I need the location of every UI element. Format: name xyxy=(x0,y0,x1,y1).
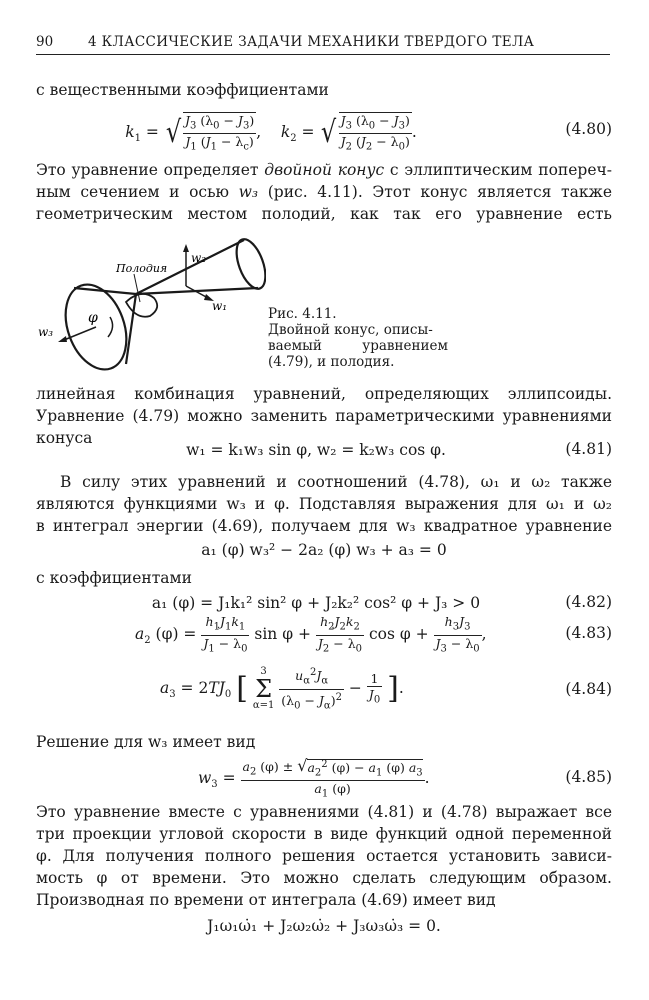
w2-label: w₂ xyxy=(191,251,207,265)
equation-4-83: $a_2$ (φ) = $\frac{h_1J_1k_1}{J_1 - \lambda_0}$ sin φ + $\frac{h_2J_2k_2}{J_2 - \lambda_0}$ cos φ + $\frac{h_3J_3}{J_3 - \lambda_0}$ , xyxy=(135,614,487,654)
quadratic-equation: a₁ (φ) w₃² − 2a₂ (φ) w₃ + a₃ = 0 xyxy=(201,541,447,559)
equation-4-82: a₁ (φ) = J₁k₁² sin² φ + J₂k₂² cos² φ + J₃ > 0 xyxy=(151,594,481,612)
text-line: конуса xyxy=(36,429,93,447)
text-line: ным сечением и осью w₃ (рис. 4.11). Этот конус является также xyxy=(36,183,612,201)
equation-4-81: w₁ = k₁w₃ sin φ, w₂ = k₂w₃ cos φ. xyxy=(186,441,446,459)
page-number: 90 xyxy=(36,34,54,50)
text-line: в интеграл энергии (4.69), получаем для w₃ квадратное уравнение xyxy=(36,517,612,535)
polodia-label: Полодия xyxy=(116,262,168,275)
text-line: с вещественными коэффициентами xyxy=(36,81,329,99)
text-line: геометрическим местом полодий, как так его уравнение есть xyxy=(36,205,612,223)
equation-4-85: $w_3$ = $\frac{a_2 (\varphi) \pm √a_2^2 (\varphi) - a_1 (\varphi) a_3}{a_1 (\varphi)}$ . xyxy=(198,756,430,800)
text-line: линейная комбинация уравнений, определяющих эллипсоиды. xyxy=(36,385,612,403)
equation-number: (4.84) xyxy=(565,680,612,698)
final-equation: J₁ω₁ω̇₁ + J₂ω₂ω̇₂ + J₃ω₃ω̇₃ = 0. xyxy=(207,917,441,935)
running-title: 4 КЛАССИЧЕСКИЕ ЗАДАЧИ МЕХАНИКИ ТВЕРДОГО ТЕЛА xyxy=(88,34,535,50)
equation-4-80: $k_1$ = √ $\frac{J_3 (\lambda_0 - J_3)}{J_1 (J_1 - \lambda_c)}$ , $k_2$ = √ $\frac{J_3 (\lambda_0 - J_3)}{J_2 (J_2 - \lambda_0)}$ . xyxy=(125,112,417,153)
equation-number: (4.81) xyxy=(565,440,612,458)
equation-number: (4.83) xyxy=(565,624,612,642)
w1-label: w₁ xyxy=(212,299,228,313)
text-line: с коэффициентами xyxy=(36,569,192,587)
text-line: Уравнение (4.79) можно заменить параметрическими уравнениями xyxy=(36,407,612,425)
text-line: три проекции угловой скорости в виде функций одной переменной xyxy=(36,825,612,843)
equation-4-84: $a_3 = 2TJ_0$ [ 3 Σ α=1 $\frac{u_\alpha^2J_\alpha}{(\lambda_0 - J_\alpha)^2}$ − $\frac{1}{J_0}$ ]. xyxy=(160,666,404,712)
figure-caption: Рис. 4.11. Двойной конус, описы- ваемый уравнением (4.79), и полодия. xyxy=(268,306,448,370)
text-line: мость φ от времени. Это можно сделать следующим образом. xyxy=(36,869,612,887)
text-line: Производная по времени от интеграла (4.69) имеет вид xyxy=(36,891,496,909)
phi-label: φ xyxy=(88,310,98,326)
text-line: Решение для w₃ имеет вид xyxy=(36,733,256,751)
double-cone-figure xyxy=(36,232,266,382)
equation-number: (4.85) xyxy=(565,768,612,786)
equation-number: (4.80) xyxy=(565,120,612,138)
text-line: Это уравнение определяет двойной конус с эллиптическим попереч- xyxy=(36,161,612,179)
text-line: В силу этих уравнений и соотношений (4.78), ω₁ и ω₂ также xyxy=(60,473,612,491)
text-line: Это уравнение вместе с уравнениями (4.81) и (4.78) выражает все xyxy=(36,803,612,821)
text-line: являются функциями w₃ и φ. Подставляя выражения для ω₁ и ω₂ xyxy=(36,495,612,513)
equation-number: (4.82) xyxy=(565,593,612,611)
w3-label: w₃ xyxy=(38,325,54,339)
page-header xyxy=(36,30,610,55)
text-line: φ. Для получения полного решения остается установить зависи- xyxy=(36,847,612,865)
